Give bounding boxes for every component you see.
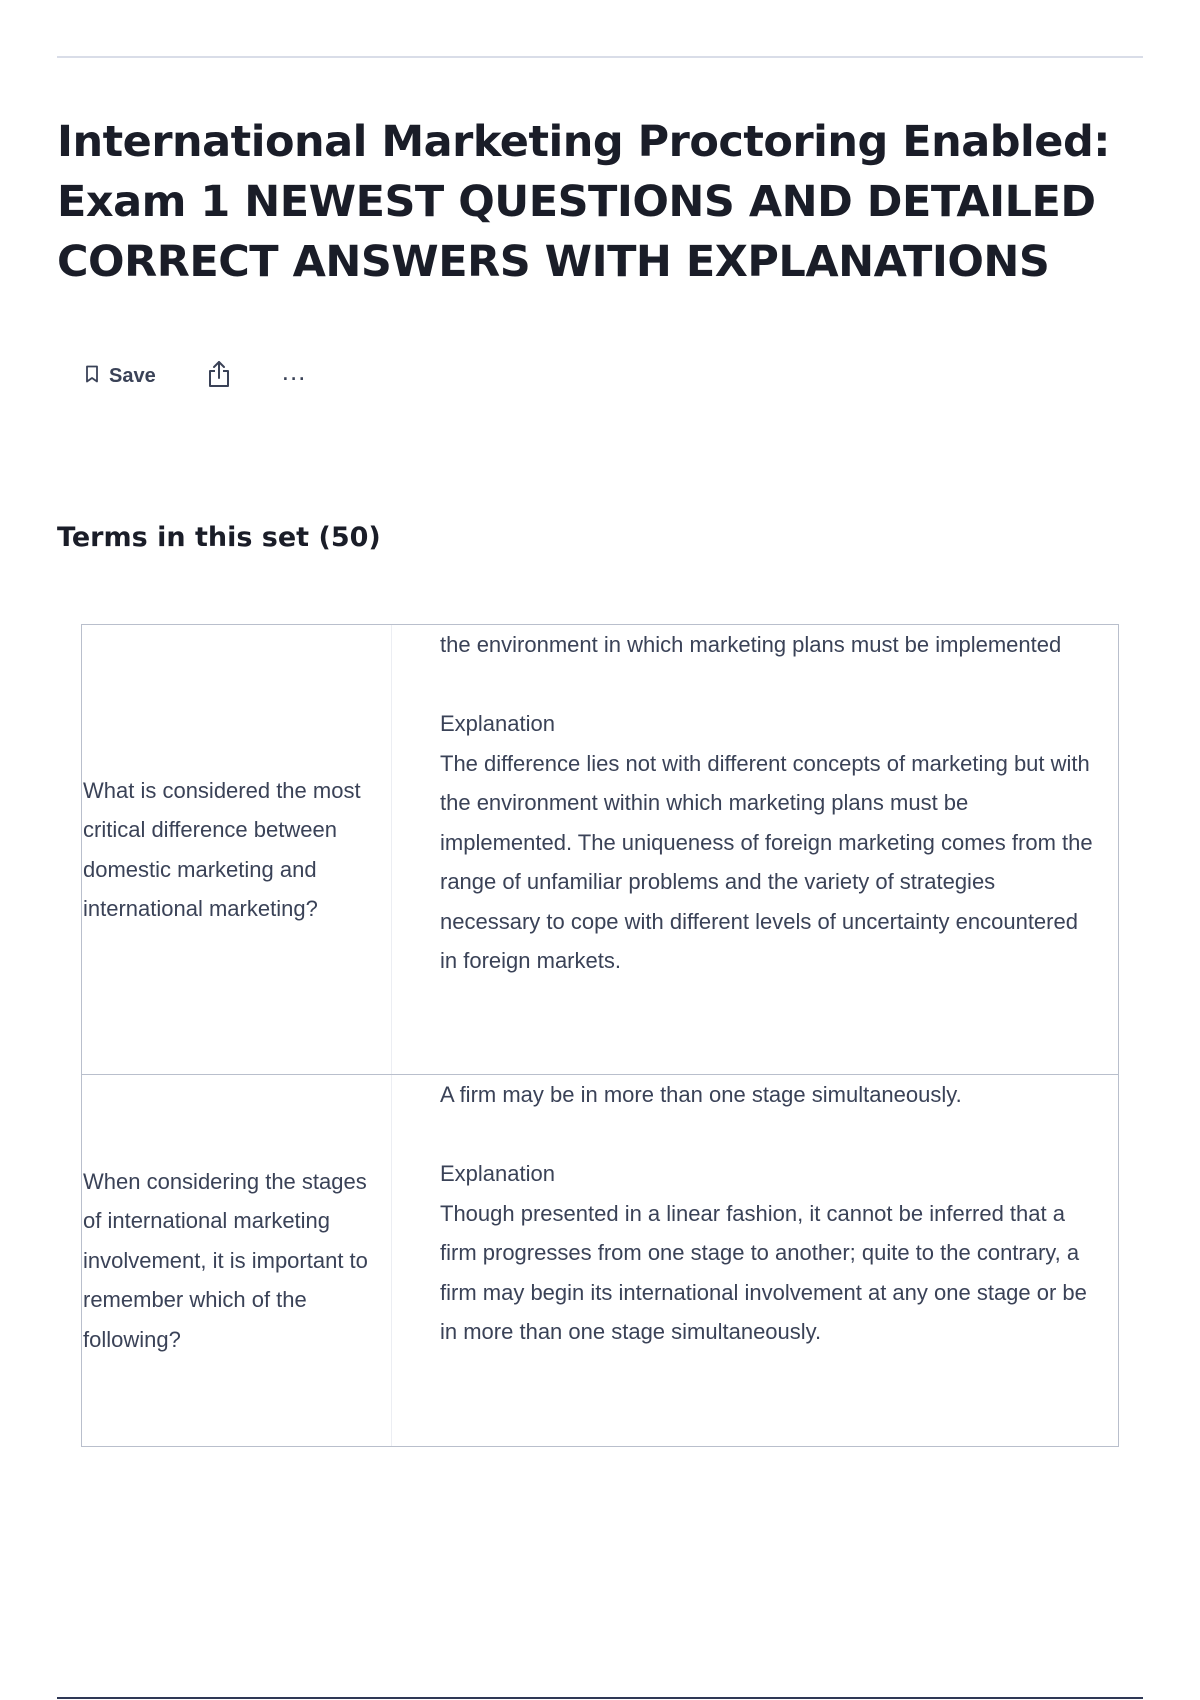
explanation-text: Though presented in a linear fashion, it cannot be inferred that a firm progresses from one stage to another; quite to the contrary, a firm may begin its international involvement at any one stage or be in more than one stage simultaneously.: [440, 1200, 1087, 1344]
flashcard-row: [81, 1074, 1119, 1447]
answer-text: the environment in which marketing plans must be implemented: [440, 632, 1062, 657]
top-divider: [57, 56, 1143, 58]
definition-cell: [392, 625, 1118, 1074]
explanation-label: Explanation: [440, 1161, 555, 1186]
share-icon: [206, 359, 232, 394]
term-cell: [82, 1075, 392, 1446]
save-label: Save: [109, 364, 156, 387]
bottom-divider: [57, 1697, 1143, 1699]
explanation-label: Explanation: [440, 711, 555, 736]
definition-cell: [392, 1075, 1118, 1446]
more-options-button[interactable]: [282, 358, 307, 384]
explanation-text: The difference lies not with different concepts of marketing but with the environment within which marketing plans must be implemented. The uniqueness of foreign marketing comes from the range of unfamiliar problems and the variety of strategies necessary to cope with different levels of uncertainty encountered in foreign markets.: [440, 750, 1093, 973]
term-cell: [82, 625, 392, 1074]
terms-heading: Terms in this set (50): [57, 522, 381, 553]
answer-text: A firm may be in more than one stage simultaneously.: [440, 1082, 962, 1107]
more-icon: ...: [281, 356, 307, 386]
term-text: When considering the stages of international marketing involvement, it is important to remember which of the following?: [83, 1168, 368, 1352]
term-text: What is considered the most critical difference between domestic marketing and international marketing?: [83, 777, 361, 921]
save-button[interactable]: [85, 365, 156, 388]
share-button[interactable]: [206, 359, 232, 394]
page-title: International Marketing Proctoring Enabled: Exam 1 NEWEST QUESTIONS AND DETAILED CORRECT ANSWERS WITH EXPLANATIONS: [57, 117, 1110, 287]
bookmark-icon: [85, 365, 99, 388]
action-bar: [85, 356, 306, 396]
flashcard-row: [81, 624, 1119, 1075]
